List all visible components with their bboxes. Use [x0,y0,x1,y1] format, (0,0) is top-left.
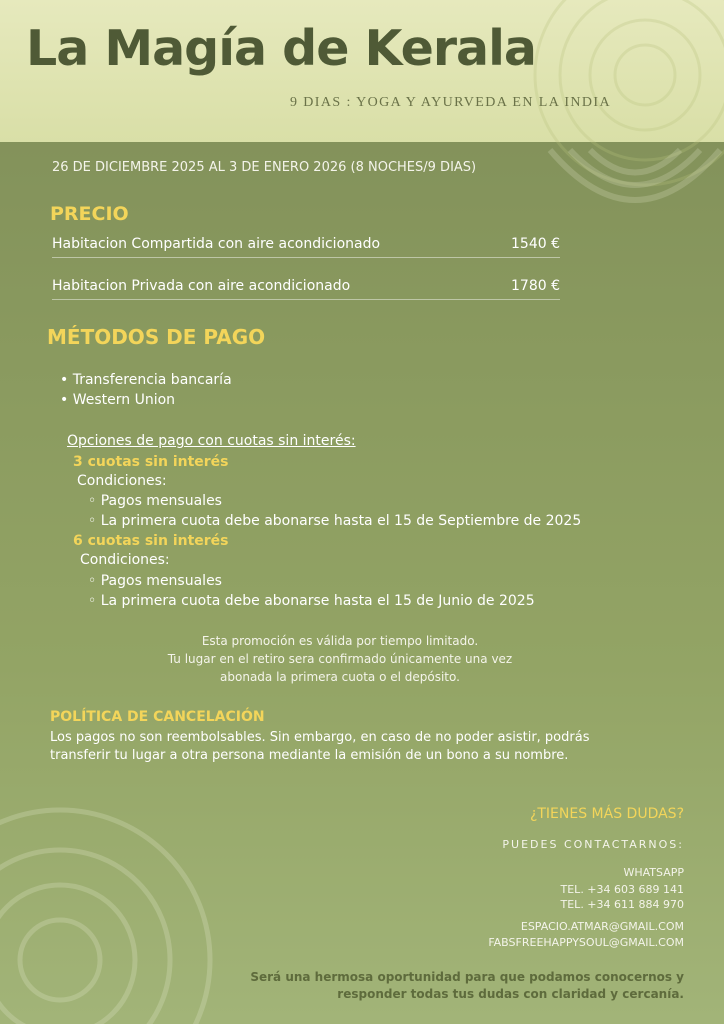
page-subtitle: 9 DIAS : YOGA Y AYURVEDA EN LA INDIA [290,95,611,110]
contact-heading: ¿TIENES MÁS DUDAS? [529,806,684,822]
header-band [0,0,724,142]
closing-line: responder todas tus dudas con claridad y cercanía. [337,987,684,1001]
phone-1[interactable]: TEL. +34 603 689 141 [560,883,684,896]
mandala-decoration-bottom-left [0,790,230,1024]
email-2[interactable]: FABSFREEHAPPYSOUL@GMAIL.COM [488,936,684,949]
price-label: Habitacion Privada con aire acondicionado [52,278,351,294]
list-item: ◦ Pagos mensuales [88,493,581,513]
metodos-heading: MÉTODOS DE PAGO [47,325,266,349]
promo-line: Tu lugar en el retiro sera confirmado únicamente una vez [167,652,513,666]
phone-2[interactable]: TEL. +34 611 884 970 [560,898,684,911]
closing-line: Será una hermosa oportunidad para que podamos conocernos y [250,970,684,984]
promo-line: Esta promoción es válida por tiempo limitado. [201,634,479,648]
price-value: 1540 € [511,236,560,252]
closing-message [250,969,684,1003]
price-row-private [52,278,560,300]
plan-3-conditions-list [88,493,581,533]
list-item: ◦ La primera cuota debe abonarse hasta el 15 de Junio de 2025 [88,593,535,613]
plan-3-label: 3 cuotas sin interés [73,454,229,470]
politica-line: Los pagos no son reembolsables. Sin embargo, en caso de no poder asistir, podrás [50,730,590,745]
politica-text [50,729,650,765]
mandala-decoration-right [540,140,724,250]
plan-6-conditions-label: Condiciones: [80,552,170,568]
politica-heading: POLÍTICA DE CANCELACIÓN [50,709,265,725]
email-1[interactable]: ESPACIO.ATMAR@GMAIL.COM [520,920,684,933]
list-item: ◦ La primera cuota debe abonarse hasta el 15 de Septiembre de 2025 [88,513,581,533]
payment-methods-list [60,372,232,412]
list-item: ◦ Pagos mensuales [88,573,535,593]
list-item: • Western Union [60,392,232,412]
price-value: 1780 € [511,278,560,294]
installments-title: Opciones de pago con cuotas sin interés: [67,433,356,449]
politica-line: transferir tu lugar a otra persona mediante la emisión de un bono a su nombre. [50,748,569,763]
price-label: Habitacion Compartida con aire acondicionado [52,236,381,252]
contact-subheading: PUEDES CONTACTARNOS: [502,838,684,851]
promo-note [100,632,580,686]
whatsapp-label: WHATSAPP [623,866,684,879]
list-item: • Transferencia bancaría [60,372,232,392]
plan-6-label: 6 cuotas sin interés [73,533,229,549]
plan-3-conditions-label: Condiciones: [77,473,167,489]
price-row-shared [52,236,560,258]
precio-heading: PRECIO [50,203,129,225]
event-dates: 26 DE DICIEMBRE 2025 AL 3 DE ENERO 2026 (8 NOCHES/9 DIAS) [52,160,477,175]
promo-line: abonada la primera cuota o el depósito. [220,670,460,684]
plan-6-conditions-list [88,573,535,613]
page-title: La Magía de Kerala [26,20,536,77]
